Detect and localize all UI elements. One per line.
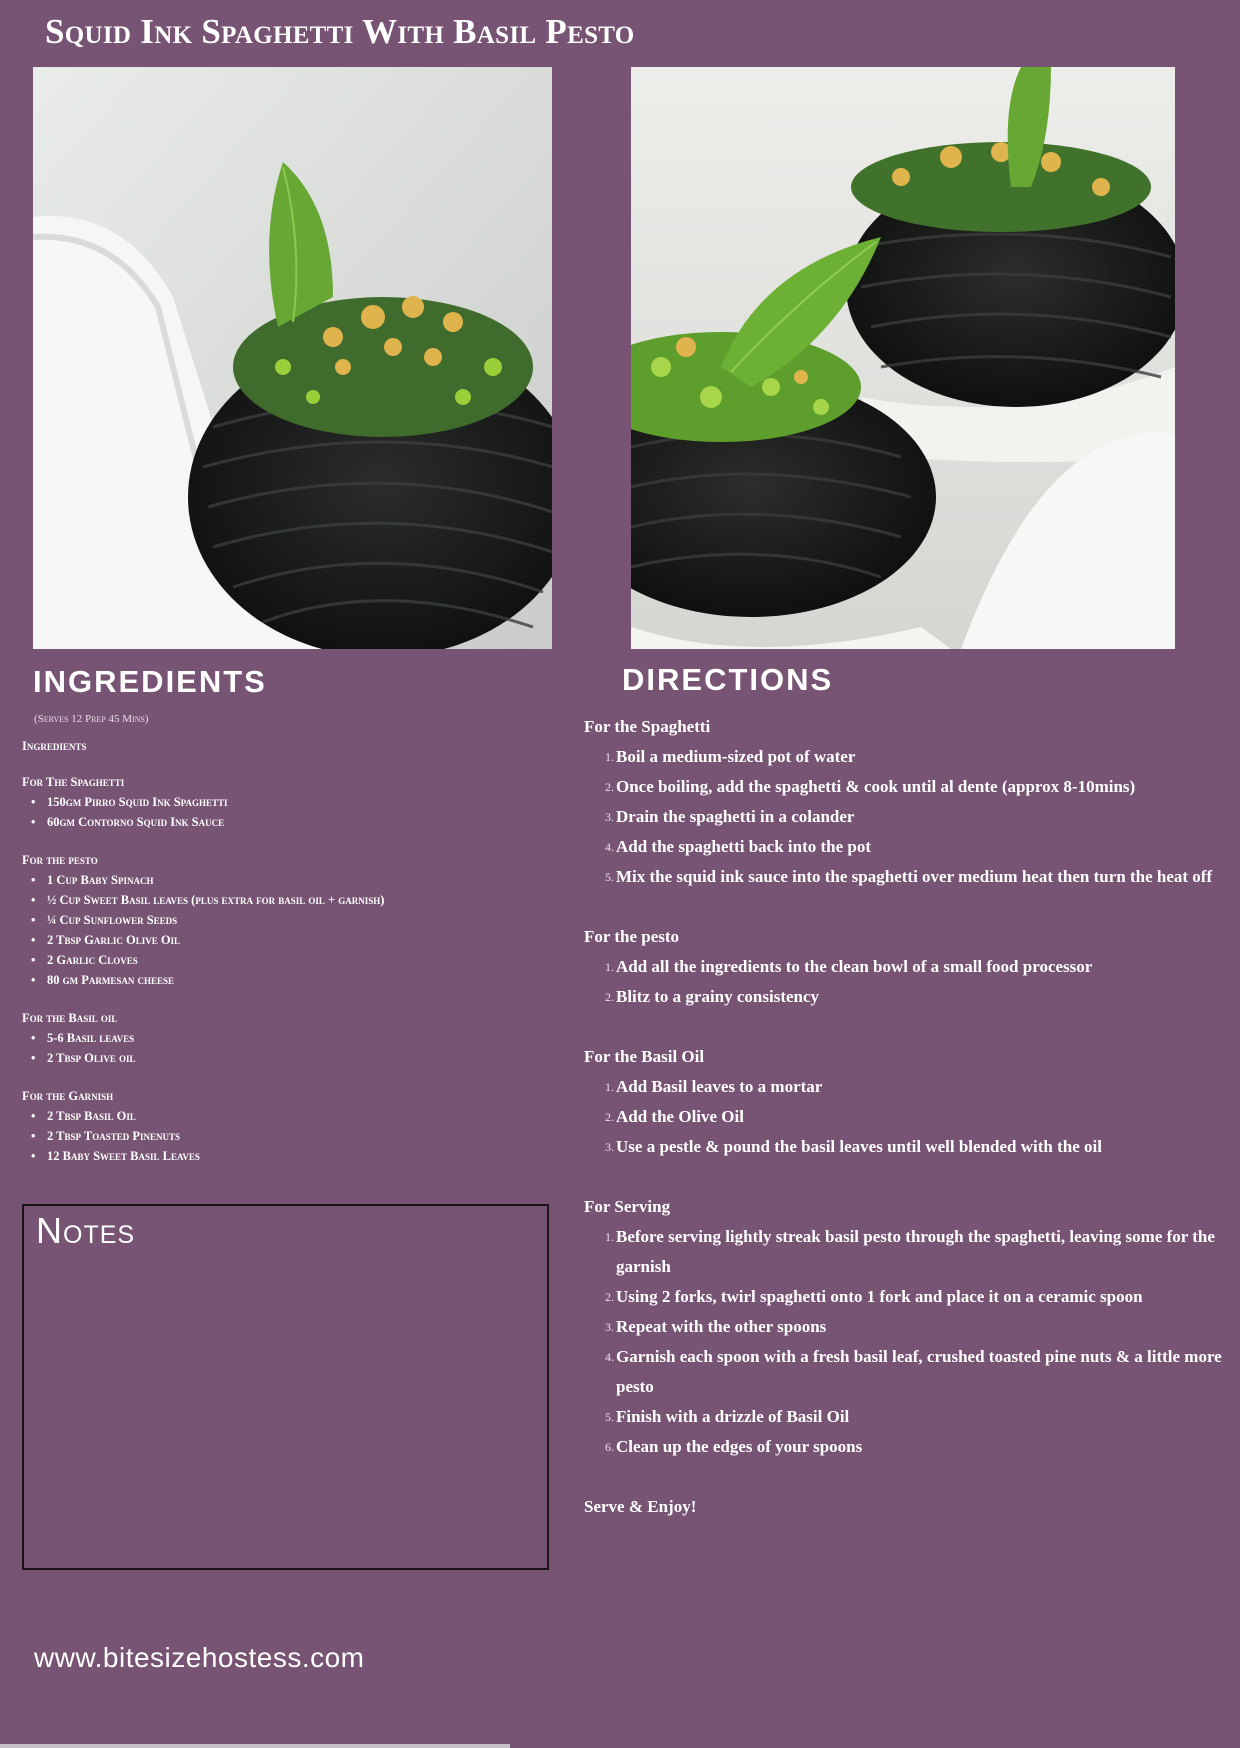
step-number: 4.: [605, 1350, 614, 1364]
ingredient-item: • 150gm Pirro Squid Ink Spaghetti: [22, 792, 562, 812]
step-number: 1.: [605, 1230, 614, 1244]
direction-step: [584, 742, 1224, 772]
step-number: 1.: [605, 960, 614, 974]
step-number: 2.: [605, 1290, 614, 1304]
ingredient-group-title: For The Spaghetti: [22, 775, 125, 789]
spaghetti-spoon-illustration: [631, 67, 1175, 649]
ingredient-item: • 2 Tbsp Garlic Olive Oil: [22, 930, 562, 950]
ingredient-item: • 2 Tbsp Basil Oil: [22, 1106, 562, 1126]
ingredients-heading: INGREDIENTS: [33, 664, 267, 699]
step-text: Blitz to a grainy consistency: [616, 987, 820, 1006]
direction-group-title: For the pesto: [584, 927, 680, 946]
ingredient-item: • 60gm Contorno Squid Ink Sauce: [22, 812, 562, 832]
directions-heading: DIRECTIONS: [622, 662, 834, 697]
direction-steps: [584, 1222, 1224, 1462]
ingredient-item: • ¼ Cup Sunflower Seeds: [22, 910, 562, 930]
direction-steps: [584, 952, 1224, 1012]
ingredient-item: • ½ Cup Sweet Basil leaves (plus extra for basil oil + garnish): [22, 890, 562, 910]
notes-box: [22, 1204, 549, 1570]
step-text: Mix the squid ink sauce into the spaghetti over medium heat then turn the heat off: [616, 867, 1213, 886]
step-text: Add the Olive Oil: [616, 1107, 744, 1126]
direction-step: [584, 952, 1224, 982]
ingredients-label: Ingredients: [22, 739, 87, 753]
bottom-strip: [0, 1744, 510, 1748]
step-number: 1.: [605, 1080, 614, 1094]
direction-step: [584, 1072, 1224, 1102]
step-text: Clean up the edges of your spoons: [616, 1437, 863, 1456]
ingredient-item: • 80 gm Parmesan cheese: [22, 970, 562, 990]
ingredient-item: • 1 Cup Baby Spinach: [22, 870, 562, 890]
step-text: Drain the spaghetti in a colander: [616, 807, 855, 826]
ingredient-list: [22, 1028, 562, 1068]
ingredients-column: [22, 713, 562, 1166]
direction-step: [584, 1222, 1224, 1282]
notes-title: Notes: [36, 1210, 136, 1251]
step-number: 3.: [605, 1140, 614, 1154]
ingredient-list: [22, 792, 562, 832]
serve-enjoy-text: Serve & Enjoy!: [584, 1497, 697, 1516]
direction-steps: [584, 742, 1224, 892]
serves-info: (Serves 12 Prep 45 Mins): [34, 713, 149, 725]
recipe-title: Squid Ink Spaghetti With Basil Pesto: [45, 12, 635, 51]
squid-ink-spaghetti-photo-left: [33, 67, 552, 649]
website-url: www.bitesizehostess.com: [34, 1642, 365, 1673]
ingredient-group: [22, 850, 562, 990]
step-number: 2.: [605, 780, 614, 794]
ingredient-list: [22, 870, 562, 990]
direction-step: [584, 832, 1224, 862]
direction-group: [584, 922, 1224, 1012]
step-number: 3.: [605, 810, 614, 824]
step-text: Add Basil leaves to a mortar: [616, 1077, 823, 1096]
direction-step: [584, 1102, 1224, 1132]
ingredient-item: • 2 Garlic Cloves: [22, 950, 562, 970]
step-number: 2.: [605, 1110, 614, 1124]
ingredient-item: • 2 Tbsp Toasted Pinenuts: [22, 1126, 562, 1146]
direction-step: [584, 1432, 1224, 1462]
ingredient-group: [22, 772, 562, 832]
ingredient-group-title: For the Garnish: [22, 1089, 114, 1103]
step-text: Finish with a drizzle of Basil Oil: [616, 1407, 850, 1426]
step-number: 4.: [605, 840, 614, 854]
direction-group: [584, 1042, 1224, 1162]
ingredient-item: • 5-6 Basil leaves: [22, 1028, 562, 1048]
ingredient-group-title: For the Basil oil: [22, 1011, 118, 1025]
direction-step: [584, 1402, 1224, 1432]
direction-group-title: For Serving: [584, 1197, 671, 1216]
step-text: Garnish each spoon with a fresh basil leaf, crushed toasted pine nuts & a little more pesto: [616, 1347, 1222, 1396]
step-number: 5.: [605, 870, 614, 884]
direction-group-title: For the Basil Oil: [584, 1047, 705, 1066]
step-text: Add all the ingredients to the clean bowl of a small food processor: [616, 957, 1093, 976]
direction-steps: [584, 1072, 1224, 1162]
step-text: Add the spaghetti back into the pot: [616, 837, 872, 856]
direction-step: [584, 982, 1224, 1012]
step-text: Use a pestle & pound the basil leaves until well blended with the oil: [616, 1137, 1102, 1156]
ingredient-item: • 12 Baby Sweet Basil Leaves: [22, 1146, 562, 1166]
direction-group: [584, 712, 1224, 892]
ingredient-group: [22, 1086, 562, 1166]
squid-ink-spaghetti-photo-right: [631, 67, 1175, 649]
direction-step: [584, 862, 1224, 892]
ingredient-group-title: For the pesto: [22, 853, 98, 867]
step-text: Repeat with the other spoons: [616, 1317, 827, 1336]
step-text: Before serving lightly streak basil pesto through the spaghetti, leaving some for the garnish: [616, 1227, 1215, 1276]
direction-step: [584, 1132, 1224, 1162]
step-number: 5.: [605, 1410, 614, 1424]
ingredient-item: • 2 Tbsp Olive oil: [22, 1048, 562, 1068]
direction-group: [584, 1192, 1224, 1462]
direction-step: [584, 1312, 1224, 1342]
step-number: 6.: [605, 1440, 614, 1454]
direction-step: [584, 1282, 1224, 1312]
step-number: 1.: [605, 750, 614, 764]
directions-column: [584, 712, 1224, 1522]
step-number: 3.: [605, 1320, 614, 1334]
step-text: Using 2 forks, twirl spaghetti onto 1 fork and place it on a ceramic spoon: [616, 1287, 1143, 1306]
ingredient-groups: [22, 772, 562, 1166]
ingredient-group: [22, 1008, 562, 1068]
direction-step: [584, 1342, 1224, 1402]
ingredient-list: [22, 1106, 562, 1166]
step-text: Boil a medium-sized pot of water: [616, 747, 856, 766]
spaghetti-spoon-illustration: [33, 67, 552, 649]
step-text: Once boiling, add the spaghetti & cook until al dente (approx 8-10mins): [616, 777, 1136, 796]
direction-group-title: For the Spaghetti: [584, 717, 711, 736]
direction-step: [584, 772, 1224, 802]
direction-groups: [584, 712, 1224, 1462]
direction-step: [584, 802, 1224, 832]
step-number: 2.: [605, 990, 614, 1004]
